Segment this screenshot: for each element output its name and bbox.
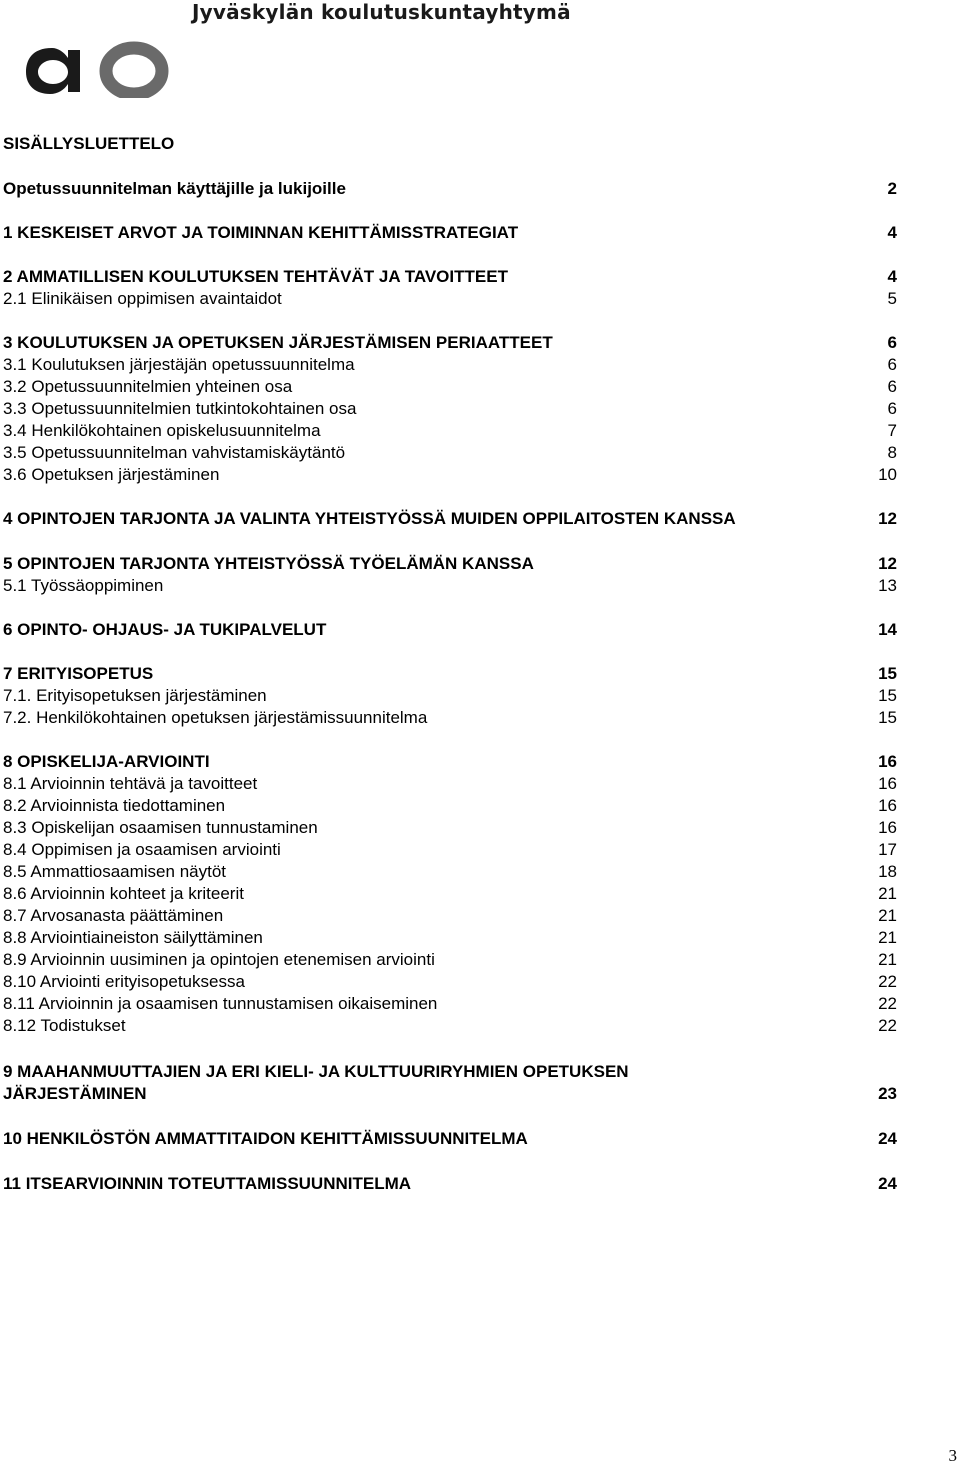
toc-entry — [3, 817, 897, 839]
toc-entry — [3, 795, 897, 817]
toc-entry-page: 16 — [878, 774, 897, 793]
toc-entry-page: 16 — [878, 752, 897, 771]
toc-entry — [3, 1128, 897, 1150]
toc-entry-label: 8.6 Arvioinnin kohteet ja kriteerit — [3, 884, 244, 903]
toc-entry-page: 5 — [887, 289, 897, 308]
toc-entry-page: 4 — [887, 223, 897, 242]
toc-entry — [3, 773, 897, 795]
toc-entry-label: 9 MAAHANMUUTTAJIEN JA ERI KIELI- JA KULTTUURIRYHMIEN OPETUKSEN JÄRJESTÄMINEN — [3, 1062, 629, 1103]
toc-entry — [3, 398, 897, 420]
toc-entry — [3, 1015, 897, 1037]
toc-entry-page: 22 — [878, 994, 897, 1013]
toc-entry-page: 15 — [878, 708, 897, 727]
toc-entry — [3, 883, 897, 905]
toc-entry-label: 8.10 Arviointi erityisopetuksessa — [3, 972, 245, 991]
toc-entry-page: 13 — [878, 576, 897, 595]
toc-entry-label: Opetussuunnitelman käyttäjille ja lukijoille — [3, 179, 346, 198]
toc-entry-label: 8.2 Arvioinnista tiedottaminen — [3, 796, 226, 815]
toc-entry — [3, 751, 897, 773]
toc-entry-label: 6 OPINTO- OHJAUS- JA TUKIPALVELUT — [3, 620, 327, 639]
toc-entry — [3, 266, 897, 288]
toc-entry — [3, 971, 897, 993]
toc-entry-label: 2.1 Elinikäisen oppimisen avaintaidot — [3, 289, 282, 308]
page-number: 3 — [948, 1446, 957, 1465]
toc-entry — [3, 464, 897, 486]
toc-entry-label: 11 ITSEARVIOINNIN TOTEUTTAMISSUUNNITELMA — [3, 1174, 412, 1193]
toc-entry — [3, 288, 897, 310]
toc-entry-page: 15 — [878, 664, 897, 683]
toc-entry-label: 8.5 Ammattiosaamisen näytöt — [3, 862, 227, 881]
toc-entry-page: 21 — [878, 928, 897, 947]
toc-entry-page: 14 — [878, 620, 897, 639]
toc-entry-label: 8.4 Oppimisen ja osaamisen arviointi — [3, 840, 281, 859]
toc-entry-label: 8.7 Arvosanasta päättäminen — [3, 906, 224, 925]
toc-entry — [3, 442, 897, 464]
toc-entry-page: 12 — [878, 509, 897, 528]
toc-entry-label: 1 KESKEISET ARVOT JA TOIMINNAN KEHITTÄMISSTRATEGIAT — [3, 223, 519, 242]
toc-entry-label: 8.12 Todistukset — [3, 1016, 126, 1035]
toc-entry-label: 8.11 Arvioinnin ja osaamisen tunnustamisen oikaiseminen — [3, 994, 438, 1013]
toc-entry — [3, 508, 897, 530]
toc-entry-label: 8.1 Arvioinnin tehtävä ja tavoitteet — [3, 774, 258, 793]
toc-entry-label: 5 OPINTOJEN TARJONTA YHTEISTYÖSSÄ TYÖELÄMÄN KANSSA — [3, 554, 534, 573]
toc-entry — [3, 927, 897, 949]
toc-entry-page: 4 — [887, 267, 897, 286]
toc-entry-page: 12 — [878, 554, 897, 573]
toc-entry-page: 21 — [878, 950, 897, 969]
toc-entry-page: 24 — [878, 1129, 897, 1148]
toc-entry-label: 5.1 Työssäoppiminen — [3, 576, 164, 595]
toc-entry-page: 21 — [878, 884, 897, 903]
toc-entry — [3, 222, 897, 244]
toc-entry-label: 8.3 Opiskelijan osaamisen tunnustaminen — [3, 818, 318, 837]
toc-entry-page: 2 — [887, 179, 897, 198]
toc-entry-label: 3.2 Opetussuunnitelmien yhteinen osa — [3, 377, 293, 396]
organization-name: Jyväskylän koulutuskuntayhtymä — [192, 0, 571, 24]
toc-entry-page: 24 — [878, 1174, 897, 1193]
toc-entry — [3, 949, 897, 971]
toc-entry — [3, 1061, 897, 1105]
toc-entry-page: 22 — [878, 972, 897, 991]
page-title: SISÄLLYSLUETTELO — [3, 134, 175, 153]
toc-entry — [3, 707, 897, 729]
toc-entry — [3, 178, 897, 200]
toc-entry-label: 7.1. Erityisopetuksen järjestäminen — [3, 686, 267, 705]
toc-entry — [3, 575, 897, 597]
toc-entry — [3, 993, 897, 1015]
toc-entry-label: 3.6 Opetuksen järjestäminen — [3, 465, 220, 484]
toc-entry — [3, 905, 897, 927]
toc-entry-page: 17 — [878, 840, 897, 859]
toc-entry-label: 7.2. Henkilökohtainen opetuksen järjestämissuunnitelma — [3, 708, 428, 727]
toc-entry-label: 4 OPINTOJEN TARJONTA JA VALINTA YHTEISTYÖSSÄ MUIDEN OPPILAITOSTEN KANSSA — [3, 509, 736, 528]
toc-entry-page: 8 — [887, 443, 897, 462]
toc-entry-label: 8.9 Arvioinnin uusiminen ja opintojen etenemisen arviointi — [3, 950, 435, 969]
toc-entry-page: 18 — [878, 862, 897, 881]
toc-entry — [3, 861, 897, 883]
toc-entry — [3, 420, 897, 442]
toc-entry — [3, 839, 897, 861]
toc-entry-page: 15 — [878, 686, 897, 705]
toc-entry-page: 16 — [878, 818, 897, 837]
toc-entry-label: 3 KOULUTUKSEN JA OPETUKSEN JÄRJESTÄMISEN PERIAATTEET — [3, 333, 553, 352]
toc-entry-page: 21 — [878, 906, 897, 925]
toc-entry-label: 3.5 Opetussuunnitelman vahvistamiskäytäntö — [3, 443, 346, 462]
toc-entry — [3, 619, 897, 641]
toc-entry-page: 6 — [887, 377, 897, 396]
toc-entry-label: 3.3 Opetussuunnitelmien tutkintokohtainen osa — [3, 399, 357, 418]
toc-entry-label: 2 AMMATILLISEN KOULUTUKSEN TEHTÄVÄT JA TAVOITTEET — [3, 267, 508, 286]
toc-entry — [3, 663, 897, 685]
toc-entry-page: 7 — [887, 421, 897, 440]
toc-entry-label: 8.8 Arviointiaineiston säilyttäminen — [3, 928, 263, 947]
toc-entry-page: 6 — [887, 333, 897, 352]
toc-entry-page: 10 — [878, 465, 897, 484]
toc-entry — [3, 376, 897, 398]
toc-entry-label: 3.1 Koulutuksen järjestäjän opetussuunnitelma — [3, 355, 355, 374]
toc-entry — [3, 332, 897, 354]
toc-entry — [3, 354, 897, 376]
toc-entry-page: 22 — [878, 1016, 897, 1035]
toc-entry-page: 23 — [878, 1084, 897, 1103]
toc-entry-page: 16 — [878, 796, 897, 815]
toc-entry-page: 6 — [887, 355, 897, 374]
toc-entry-label: 8 OPISKELIJA-ARVIOINTI — [3, 752, 210, 771]
toc-entry — [3, 553, 897, 575]
toc-entry — [3, 1173, 897, 1195]
toc-entry-page: 6 — [887, 399, 897, 418]
toc-entry — [3, 685, 897, 707]
toc-entry-label: 7 ERITYISOPETUS — [3, 664, 154, 683]
toc-entry-label: 3.4 Henkilökohtainen opiskelusuunnitelma — [3, 421, 321, 440]
toc-entry-label: 10 HENKILÖSTÖN AMMATTITAIDON KEHITTÄMISSUUNNITELMA — [3, 1129, 528, 1148]
